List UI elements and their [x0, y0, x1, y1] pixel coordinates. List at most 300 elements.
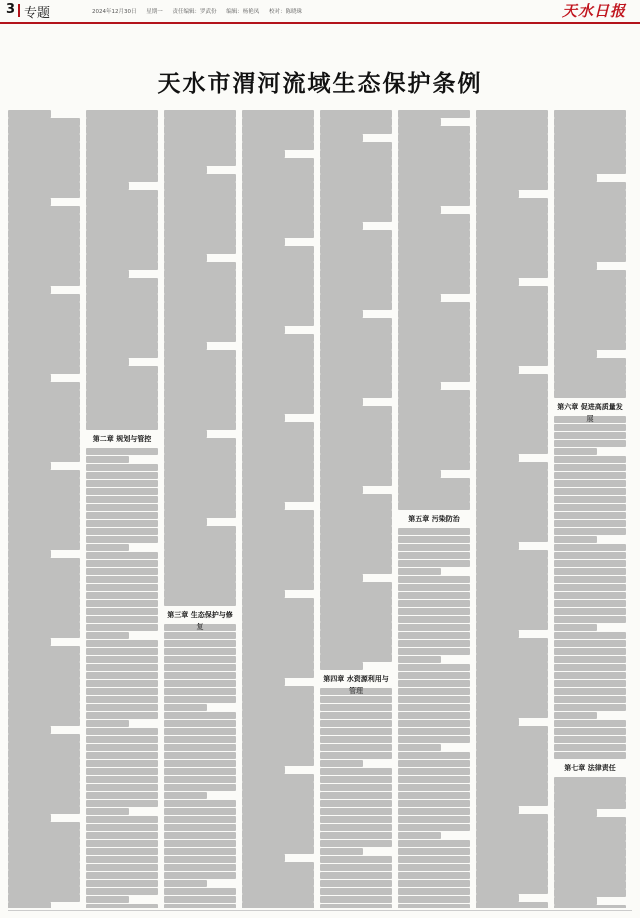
text-line — [86, 198, 158, 206]
text-line — [320, 446, 392, 454]
text-line — [476, 174, 548, 182]
text-line — [242, 534, 314, 542]
text-line — [320, 712, 392, 720]
text-line — [554, 142, 626, 150]
text-line — [8, 406, 80, 414]
text-line — [554, 190, 626, 198]
text-line — [8, 134, 80, 142]
text-line — [554, 310, 626, 318]
text-line — [320, 318, 392, 326]
text-column — [320, 110, 392, 908]
text-line — [398, 502, 470, 510]
text-line — [398, 584, 470, 592]
text-line — [164, 598, 236, 606]
text-line — [554, 712, 597, 720]
text-line — [164, 390, 236, 398]
text-line — [320, 478, 392, 486]
text-line — [320, 646, 392, 654]
text-line — [476, 166, 548, 174]
text-line — [164, 688, 236, 696]
text-line — [476, 494, 548, 502]
text-line — [398, 816, 470, 824]
text-line — [164, 190, 236, 198]
text-line — [8, 702, 80, 710]
text-line — [164, 310, 236, 318]
text-line — [476, 190, 519, 198]
text-line — [554, 390, 626, 398]
text-line — [86, 776, 158, 784]
text-line — [86, 456, 129, 464]
text-line — [164, 792, 207, 800]
text-line — [86, 736, 158, 744]
text-line — [320, 222, 363, 230]
text-line — [398, 896, 470, 904]
text-line — [164, 222, 236, 230]
text-line — [164, 246, 236, 254]
text-line — [86, 568, 158, 576]
text-line — [554, 424, 626, 432]
text-line — [242, 846, 314, 854]
text-line — [8, 574, 80, 582]
text-line — [8, 486, 80, 494]
text-line — [320, 848, 363, 856]
text-line — [476, 718, 519, 726]
text-line — [554, 648, 626, 656]
text-line — [164, 334, 236, 342]
text-line — [242, 286, 314, 294]
text-line — [8, 422, 80, 430]
text-line — [320, 198, 392, 206]
text-line — [8, 830, 80, 838]
text-line — [86, 126, 158, 134]
text-line — [398, 270, 470, 278]
text-line — [242, 174, 314, 182]
text-line — [476, 390, 548, 398]
issue-weekday: 星期一 — [146, 9, 163, 15]
text-line — [476, 422, 548, 430]
text-line — [320, 302, 392, 310]
text-line — [320, 864, 392, 872]
text-line — [476, 502, 548, 510]
text-line — [164, 478, 236, 486]
text-line — [398, 422, 470, 430]
text-line — [398, 680, 470, 688]
text-line — [242, 446, 314, 454]
text-line — [398, 608, 470, 616]
text-line — [320, 398, 363, 406]
text-line — [86, 342, 158, 350]
text-line — [320, 406, 392, 414]
text-line — [86, 664, 158, 672]
text-line — [242, 702, 314, 710]
text-line — [86, 880, 158, 888]
text-line — [476, 606, 548, 614]
text-line — [476, 134, 548, 142]
text-line — [476, 446, 548, 454]
text-line — [398, 438, 470, 446]
text-line — [476, 814, 548, 822]
text-line — [476, 782, 548, 790]
text-line — [320, 880, 392, 888]
text-line — [320, 622, 392, 630]
text-line — [554, 536, 597, 544]
text-line — [8, 326, 80, 334]
text-line — [164, 366, 236, 374]
text-line — [8, 598, 80, 606]
text-line — [398, 494, 470, 502]
text-line — [320, 840, 392, 848]
text-line — [476, 838, 548, 846]
text-line — [554, 480, 626, 488]
text-line — [8, 582, 80, 590]
text-line — [242, 726, 314, 734]
text-line — [86, 808, 129, 816]
text-line — [242, 518, 314, 526]
text-line — [8, 278, 80, 286]
text-line — [398, 358, 470, 366]
text-line — [554, 448, 597, 456]
text-line — [398, 760, 470, 768]
text-line — [8, 822, 80, 830]
text-line — [476, 214, 548, 222]
text-line — [320, 166, 392, 174]
text-line — [164, 720, 236, 728]
text-line — [320, 776, 392, 784]
text-line — [476, 726, 548, 734]
text-line — [164, 526, 236, 534]
text-line — [86, 214, 158, 222]
text-line — [164, 174, 236, 182]
text-line — [242, 574, 314, 582]
text-line — [86, 270, 129, 278]
text-line — [554, 857, 626, 865]
text-line — [398, 728, 470, 736]
text-line — [242, 646, 314, 654]
text-column — [8, 110, 80, 908]
text-line — [554, 182, 626, 190]
text-line — [554, 865, 626, 873]
text-line — [8, 254, 80, 262]
text-line — [398, 624, 470, 632]
text-line — [86, 520, 158, 528]
text-line — [398, 808, 470, 816]
text-line — [554, 881, 626, 889]
text-line — [320, 462, 392, 470]
text-line — [86, 680, 158, 688]
chapter-heading: 第四章 水资源利用与 — [323, 674, 389, 683]
text-line — [164, 558, 236, 566]
text-line — [8, 446, 80, 454]
text-line — [164, 430, 207, 438]
text-line — [242, 414, 285, 422]
text-line — [8, 710, 80, 718]
text-line — [398, 568, 441, 576]
text-line — [476, 150, 548, 158]
text-line — [398, 486, 470, 494]
text-line — [320, 246, 392, 254]
text-line — [242, 462, 314, 470]
text-line — [476, 750, 548, 758]
text-line — [164, 582, 236, 590]
text-line — [86, 712, 158, 720]
text-line — [554, 432, 626, 440]
text-line — [164, 624, 236, 632]
text-line — [86, 238, 158, 246]
chapter-heading: 第六章 促进高质量发 — [557, 402, 623, 411]
text-line — [320, 598, 392, 606]
text-line — [554, 358, 626, 366]
text-line — [320, 278, 392, 286]
text-line — [320, 534, 392, 542]
text-column — [476, 110, 548, 908]
text-line — [8, 542, 80, 550]
text-line — [554, 246, 626, 254]
text-line — [476, 630, 519, 638]
text-column — [554, 110, 626, 908]
text-line — [554, 520, 626, 528]
text-line — [164, 302, 236, 310]
text-line — [476, 286, 548, 294]
text-line — [398, 848, 470, 856]
text-line — [398, 366, 470, 374]
text-line — [164, 784, 236, 792]
text-line — [554, 889, 626, 897]
text-line — [86, 406, 158, 414]
text-line — [242, 670, 314, 678]
text-line — [398, 318, 470, 326]
section-divider — [18, 4, 20, 17]
text-line — [554, 544, 626, 552]
text-line — [8, 438, 80, 446]
text-line — [398, 294, 441, 302]
text-line — [242, 622, 314, 630]
text-line — [554, 158, 626, 166]
text-line — [8, 590, 80, 598]
text-line — [398, 656, 441, 664]
text-line — [320, 696, 392, 704]
text-line — [86, 816, 158, 824]
text-line — [242, 198, 314, 206]
text-line — [8, 126, 80, 134]
text-line — [86, 552, 158, 560]
text-line — [164, 888, 236, 896]
text-line — [554, 334, 626, 342]
text-line — [242, 254, 314, 262]
text-line — [164, 840, 236, 848]
article-body — [8, 110, 632, 908]
text-line — [398, 190, 470, 198]
text-line — [554, 696, 626, 704]
text-line — [86, 672, 158, 680]
text-line — [476, 598, 548, 606]
text-line — [476, 790, 548, 798]
text-line — [164, 118, 236, 126]
text-line — [8, 454, 80, 462]
text-line — [476, 686, 548, 694]
text-line — [554, 342, 626, 350]
text-line — [242, 862, 314, 870]
text-line — [476, 702, 548, 710]
text-line — [398, 880, 470, 888]
text-line — [320, 382, 392, 390]
text-line — [554, 656, 626, 664]
text-line — [320, 574, 363, 582]
text-line — [476, 342, 548, 350]
text-line — [320, 752, 392, 760]
text-line — [8, 310, 80, 318]
text-line — [164, 704, 207, 712]
text-line — [86, 254, 158, 262]
text-line — [476, 142, 548, 150]
text-line — [398, 864, 470, 872]
text-line — [164, 262, 236, 270]
text-line — [398, 576, 470, 584]
text-line — [398, 150, 470, 158]
text-line — [320, 856, 392, 864]
text-line — [554, 464, 626, 472]
text-column — [86, 110, 158, 908]
text-line — [476, 366, 519, 374]
text-line — [8, 374, 51, 382]
text-line — [320, 606, 392, 614]
text-line — [164, 856, 236, 864]
text-line — [554, 134, 626, 142]
text-line — [554, 777, 626, 785]
text-line — [398, 784, 470, 792]
text-line — [164, 206, 236, 214]
text-line — [86, 768, 158, 776]
text-line — [398, 246, 470, 254]
text-line — [164, 166, 207, 174]
text-line — [476, 198, 548, 206]
text-line — [8, 390, 80, 398]
text-line — [242, 710, 314, 718]
text-line — [8, 534, 80, 542]
text-line — [86, 600, 158, 608]
text-line — [320, 720, 392, 728]
text-line — [476, 486, 548, 494]
text-line — [86, 760, 158, 768]
text-line — [476, 694, 548, 702]
text-line — [242, 214, 314, 222]
text-line — [242, 238, 285, 246]
text-line — [320, 518, 392, 526]
text-line — [86, 872, 158, 880]
text-line — [8, 526, 80, 534]
text-line — [242, 798, 314, 806]
text-line — [8, 894, 80, 902]
text-line — [398, 792, 470, 800]
text-line — [320, 262, 392, 270]
text-line — [554, 278, 626, 286]
text-line — [242, 750, 314, 758]
text-line — [86, 536, 158, 544]
text-line — [242, 374, 314, 382]
text-line — [242, 342, 314, 350]
text-line — [164, 238, 236, 246]
page-meta — [92, 7, 310, 15]
text-line — [320, 310, 363, 318]
text-line — [554, 326, 626, 334]
text-line — [86, 422, 158, 430]
text-line — [476, 902, 548, 908]
text-line — [242, 830, 314, 838]
text-line — [8, 726, 51, 734]
text-line — [86, 848, 158, 856]
text-line — [86, 358, 129, 366]
text-line — [242, 182, 314, 190]
text-line — [164, 326, 236, 334]
text-line — [8, 518, 80, 526]
text-column — [398, 110, 470, 908]
text-line — [86, 294, 158, 302]
text-line — [164, 470, 236, 478]
text-line — [320, 358, 392, 366]
text-line — [86, 896, 129, 904]
text-line — [476, 158, 548, 166]
text-line — [164, 182, 236, 190]
text-line — [398, 454, 470, 462]
text-line — [86, 704, 158, 712]
text-line — [86, 592, 158, 600]
text-line — [86, 696, 158, 704]
text-line — [320, 206, 392, 214]
text-line — [164, 374, 236, 382]
text-line — [476, 662, 548, 670]
text-line — [398, 206, 441, 214]
text-line — [398, 856, 470, 864]
text-line — [554, 608, 626, 616]
text-line — [164, 648, 236, 656]
text-line — [476, 238, 548, 246]
text-line — [476, 558, 548, 566]
text-line — [476, 582, 548, 590]
text-line — [242, 326, 285, 334]
text-line — [398, 198, 470, 206]
text-line — [86, 182, 129, 190]
chapter-heading: 第二章 规划与管控 — [92, 434, 152, 443]
text-line — [476, 534, 548, 542]
text-line — [8, 630, 80, 638]
page-number: 3 — [6, 2, 16, 17]
text-line — [320, 126, 392, 134]
text-line — [476, 374, 548, 382]
text-line — [242, 126, 314, 134]
text-line — [8, 470, 80, 478]
text-line — [554, 600, 626, 608]
text-line — [8, 246, 80, 254]
text-line — [8, 318, 80, 326]
text-line — [554, 472, 626, 480]
text-line — [8, 142, 80, 150]
text-line — [242, 638, 314, 646]
text-line — [242, 854, 285, 862]
text-line — [398, 688, 470, 696]
text-line — [320, 638, 392, 646]
text-line — [554, 552, 626, 560]
chapter-heading: 第七章 法律责任 — [564, 764, 616, 772]
text-line — [398, 118, 441, 126]
text-line — [320, 896, 392, 904]
text-line — [476, 326, 548, 334]
text-line — [398, 430, 470, 438]
newspaper-logo: 天水日报 — [561, 2, 626, 20]
text-line — [86, 800, 158, 808]
text-line — [164, 398, 236, 406]
text-line — [476, 350, 548, 358]
text-line — [164, 110, 236, 118]
text-line — [164, 768, 236, 776]
